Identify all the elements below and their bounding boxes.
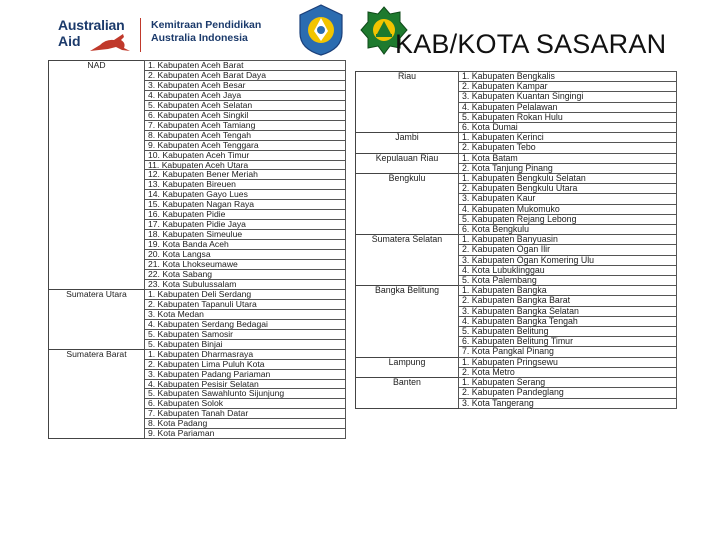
province-cell: [356, 184, 459, 194]
table-row: [356, 357, 677, 367]
province-cell: [49, 220, 145, 230]
province-cell: [356, 316, 459, 326]
district-cell: 10. Kabupaten Aceh Timur: [145, 150, 346, 160]
district-cell: 4. Kabupaten Mukomuko: [459, 204, 677, 214]
table-row: [356, 143, 677, 153]
province-cell: [356, 398, 459, 408]
province-name: Bengkulu: [388, 173, 426, 184]
district-cell: 7. Kabupaten Tanah Datar: [145, 409, 346, 419]
table-row: [49, 130, 346, 140]
province-cell: [49, 90, 145, 100]
table-row: [49, 160, 346, 170]
province-cell: [49, 61, 145, 71]
table-row: [49, 250, 346, 260]
province-cell: [356, 133, 459, 143]
table-row: [356, 306, 677, 316]
table-row: [356, 378, 677, 388]
table-row: [49, 150, 346, 160]
district-cell: 8. Kabupaten Aceh Tengah: [145, 130, 346, 140]
district-cell: 3. Kabupaten Kuantan Singingi: [459, 92, 677, 102]
district-cell: 15. Kabupaten Nagan Raya: [145, 200, 346, 210]
district-cell: 19. Kota Banda Aceh: [145, 240, 346, 250]
province-cell: [49, 399, 145, 409]
province-cell: [356, 286, 459, 296]
table-row: [49, 309, 346, 319]
district-cell: 3. Kabupaten Aceh Besar: [145, 80, 346, 90]
district-cell: 4. Kabupaten Serdang Bedagai: [145, 319, 346, 329]
province-cell: [356, 174, 459, 184]
table-row: [49, 399, 346, 409]
table-row: [49, 230, 346, 240]
table-row: [49, 140, 346, 150]
table-row: [356, 204, 677, 214]
district-cell: 5. Kabupaten Sawahlunto Sijunjung: [145, 389, 346, 399]
province-cell: [49, 250, 145, 260]
table-row: [356, 276, 677, 286]
table-row: [356, 225, 677, 235]
table-row: [356, 347, 677, 357]
district-cell: 5. Kabupaten Samosir: [145, 329, 346, 339]
district-cell: 5. Kabupaten Aceh Selatan: [145, 100, 346, 110]
table-row: [49, 61, 346, 71]
district-cell: 9. Kota Pariaman: [145, 429, 346, 439]
district-cell: 3. Kabupaten Bangka Selatan: [459, 306, 677, 316]
left-district-table: [48, 60, 346, 439]
table-row: [356, 163, 677, 173]
province-cell: [356, 378, 459, 388]
province-cell: [49, 240, 145, 250]
table-row: [49, 359, 346, 369]
province-cell: [356, 143, 459, 153]
table-row: [356, 214, 677, 224]
district-cell: 14. Kabupaten Gayo Lues: [145, 190, 346, 200]
province-cell: [356, 123, 459, 133]
table-row: [356, 337, 677, 347]
province-cell: [49, 130, 145, 140]
district-cell: 1. Kabupaten Bengkalis: [459, 72, 677, 82]
province-cell: [356, 225, 459, 235]
province-cell: [49, 319, 145, 329]
table-row: [356, 194, 677, 204]
province-cell: [49, 429, 145, 439]
table-row: [356, 153, 677, 163]
district-cell: 7. Kota Pangkal Pinang: [459, 347, 677, 357]
district-cell: 20. Kota Langsa: [145, 250, 346, 260]
district-cell: 3. Kota Medan: [145, 309, 346, 319]
table-row: [356, 112, 677, 122]
district-cell: 5. Kabupaten Binjai: [145, 339, 346, 349]
district-cell: 1. Kabupaten Pringsewu: [459, 357, 677, 367]
table-row: [49, 70, 346, 80]
province-cell: [356, 214, 459, 224]
district-cell: 2. Kabupaten Ogan Ilir: [459, 245, 677, 255]
table-row: [49, 260, 346, 270]
district-cell: 4. Kabupaten Pelalawan: [459, 102, 677, 112]
district-cell: 2. Kabupaten Pandeglang: [459, 388, 677, 398]
province-cell: [356, 153, 459, 163]
province-cell: [356, 388, 459, 398]
table-row: [49, 190, 346, 200]
district-cell: 6. Kota Dumai: [459, 123, 677, 133]
province-cell: [49, 339, 145, 349]
district-cell: 2. Kabupaten Tebo: [459, 143, 677, 153]
district-cell: 3. Kabupaten Ogan Komering Ulu: [459, 255, 677, 265]
district-cell: 11. Kabupaten Aceh Utara: [145, 160, 346, 170]
table-row: [49, 240, 346, 250]
province-cell: [356, 92, 459, 102]
table-row: [49, 339, 346, 349]
province-cell: [356, 255, 459, 265]
table-row: [49, 419, 346, 429]
table-row: [356, 133, 677, 143]
district-cell: 2. Kota Metro: [459, 367, 677, 377]
district-cell: 2. Kabupaten Aceh Barat Daya: [145, 70, 346, 80]
province-cell: [49, 170, 145, 180]
table-row: [49, 289, 346, 299]
logo-aid-text: Aid: [58, 33, 81, 49]
province-cell: [356, 194, 459, 204]
province-cell: [356, 245, 459, 255]
table-row: [49, 100, 346, 110]
province-name: Jambi: [395, 132, 419, 143]
district-cell: 1. Kabupaten Aceh Barat: [145, 61, 346, 71]
table-row: [356, 255, 677, 265]
table-row: [356, 367, 677, 377]
province-cell: [49, 289, 145, 299]
district-cell: 8. Kota Padang: [145, 419, 346, 429]
province-cell: [49, 279, 145, 289]
logo-australian-text: Australian: [58, 17, 125, 33]
table-row: [49, 379, 346, 389]
district-cell: 4. Kabupaten Bangka Tengah: [459, 316, 677, 326]
table-row: [49, 170, 346, 180]
province-cell: [49, 349, 145, 359]
table-row: [356, 123, 677, 133]
district-cell: 22. Kota Sabang: [145, 270, 346, 280]
table-row: [49, 110, 346, 120]
table-row: [356, 235, 677, 245]
province-cell: [49, 419, 145, 429]
province-cell: [49, 389, 145, 399]
province-cell: [356, 204, 459, 214]
province-cell: [49, 120, 145, 130]
header-divider: [140, 18, 141, 52]
province-cell: [49, 309, 145, 319]
table-row: [356, 388, 677, 398]
table-row: [356, 327, 677, 337]
province-cell: [49, 70, 145, 80]
table-row: [49, 220, 346, 230]
table-row: [49, 319, 346, 329]
partner-line-1: Kemitraan Pendidikan: [151, 19, 262, 31]
district-cell: 2. Kota Tanjung Pinang: [459, 163, 677, 173]
table-row: [356, 296, 677, 306]
table-row: [49, 369, 346, 379]
table-row: [49, 90, 346, 100]
table-row: [49, 409, 346, 419]
province-cell: [49, 260, 145, 270]
table-row: [356, 82, 677, 92]
province-cell: [356, 296, 459, 306]
table-row: [49, 270, 346, 280]
table-row: [356, 245, 677, 255]
province-cell: [356, 276, 459, 286]
district-cell: 2. Kabupaten Kampar: [459, 82, 677, 92]
district-cell: 1. Kabupaten Dharmasraya: [145, 349, 346, 359]
australian-aid-logo: [58, 18, 134, 54]
province-name: Lampung: [388, 357, 426, 367]
province-name: Bangka Belitung: [374, 285, 440, 296]
district-cell: 9. Kabupaten Aceh Tenggara: [145, 140, 346, 150]
table-row: [356, 265, 677, 275]
province-cell: [49, 270, 145, 280]
table-row: [49, 279, 346, 289]
district-cell: 1. Kabupaten Bengkulu Selatan: [459, 174, 677, 184]
province-name: NAD: [87, 60, 106, 70]
province-cell: [49, 100, 145, 110]
district-cell: 1. Kabupaten Bangka: [459, 286, 677, 296]
district-cell: 1. Kota Batam: [459, 153, 677, 163]
province-cell: [356, 163, 459, 173]
province-cell: [356, 72, 459, 82]
district-cell: 6. Kabupaten Solok: [145, 399, 346, 409]
district-cell: 17. Kabupaten Pidie Jaya: [145, 220, 346, 230]
province-cell: [49, 379, 145, 389]
district-cell: 3. Kota Tangerang: [459, 398, 677, 408]
province-cell: [49, 230, 145, 240]
province-name: Sumatera Barat: [66, 349, 127, 359]
district-cell: 1. Kabupaten Banyuasin: [459, 235, 677, 245]
table-row: [49, 429, 346, 439]
district-cell: 5. Kabupaten Rokan Hulu: [459, 112, 677, 122]
province-cell: [49, 210, 145, 220]
province-cell: [49, 140, 145, 150]
province-name: Kepulauan Riau: [375, 153, 439, 163]
district-cell: 21. Kota Lhokseumawe: [145, 260, 346, 270]
table-row: [49, 200, 346, 210]
province-cell: [49, 80, 145, 90]
province-cell: [356, 347, 459, 357]
right-district-table: [355, 71, 677, 409]
province-name: Sumatera Utara: [66, 289, 127, 299]
table-row: [49, 180, 346, 190]
province-cell: [49, 299, 145, 309]
district-cell: 5. Kabupaten Belitung: [459, 327, 677, 337]
province-cell: [356, 327, 459, 337]
district-cell: 6. Kota Bengkulu: [459, 225, 677, 235]
partner-name: [151, 19, 261, 45]
province-cell: [49, 200, 145, 210]
province-cell: [49, 190, 145, 200]
table-row: [49, 80, 346, 90]
table-row: [356, 102, 677, 112]
table-row: [49, 120, 346, 130]
page-title: KAB/KOTA SASARAN: [395, 29, 667, 59]
district-cell: 4. Kota Lubuklinggau: [459, 265, 677, 275]
table-row: [49, 349, 346, 359]
district-cell: 16. Kabupaten Pidie: [145, 210, 346, 220]
district-cell: 2. Kabupaten Lima Puluh Kota: [145, 359, 346, 369]
table-row: [49, 329, 346, 339]
province-cell: [49, 150, 145, 160]
district-cell: 18. Kabupaten Simeulue: [145, 230, 346, 240]
province-cell: [356, 265, 459, 275]
district-cell: 3. Kabupaten Kaur: [459, 194, 677, 204]
district-cell: 1. Kabupaten Kerinci: [459, 133, 677, 143]
province-name: Sumatera Selatan: [371, 234, 443, 245]
district-cell: 5. Kabupaten Rejang Lebong: [459, 214, 677, 224]
province-cell: [356, 306, 459, 316]
table-row: [356, 316, 677, 326]
table-row: [356, 184, 677, 194]
province-cell: [356, 357, 459, 367]
province-cell: [49, 110, 145, 120]
province-cell: [356, 367, 459, 377]
province-cell: [49, 160, 145, 170]
district-cell: 2. Kabupaten Bengkulu Utara: [459, 184, 677, 194]
province-cell: [49, 180, 145, 190]
table-row: [356, 174, 677, 184]
district-cell: 2. Kabupaten Bangka Barat: [459, 296, 677, 306]
table-row: [49, 210, 346, 220]
province-cell: [356, 112, 459, 122]
district-cell: 23. Kota Subulussalam: [145, 279, 346, 289]
district-cell: 13. Kabupaten Bireuen: [145, 180, 346, 190]
table-row: [49, 299, 346, 309]
district-cell: 3. Kabupaten Padang Pariaman: [145, 369, 346, 379]
table-row: [356, 72, 677, 82]
district-cell: 1. Kabupaten Deli Serdang: [145, 289, 346, 299]
district-cell: 6. Kabupaten Aceh Singkil: [145, 110, 346, 120]
district-cell: 5. Kota Palembang: [459, 276, 677, 286]
district-cell: 4. Kabupaten Aceh Jaya: [145, 90, 346, 100]
district-cell: 2. Kabupaten Tapanuli Utara: [145, 299, 346, 309]
province-cell: [356, 82, 459, 92]
kangaroo-icon: [86, 31, 134, 53]
table-row: [356, 92, 677, 102]
table-row: [356, 398, 677, 408]
district-cell: 4. Kabupaten Pesisir Selatan: [145, 379, 346, 389]
district-cell: 1. Kabupaten Serang: [459, 378, 677, 388]
province-cell: [356, 337, 459, 347]
table-row: [49, 389, 346, 399]
district-cell: 12. Kabupaten Bener Meriah: [145, 170, 346, 180]
district-cell: 6. Kabupaten Belitung Timur: [459, 337, 677, 347]
province-cell: [356, 102, 459, 112]
province-cell: [356, 235, 459, 245]
province-name: Riau: [397, 71, 417, 81]
province-name: Banten: [393, 377, 421, 388]
table-row: [356, 286, 677, 296]
province-cell: [49, 369, 145, 379]
province-cell: [49, 329, 145, 339]
district-cell: 7. Kabupaten Aceh Tamiang: [145, 120, 346, 130]
tut-wuri-handayani-emblem: [296, 3, 346, 57]
province-cell: [49, 409, 145, 419]
partner-line-2: Australia Indonesia: [151, 32, 248, 44]
province-cell: [49, 359, 145, 369]
